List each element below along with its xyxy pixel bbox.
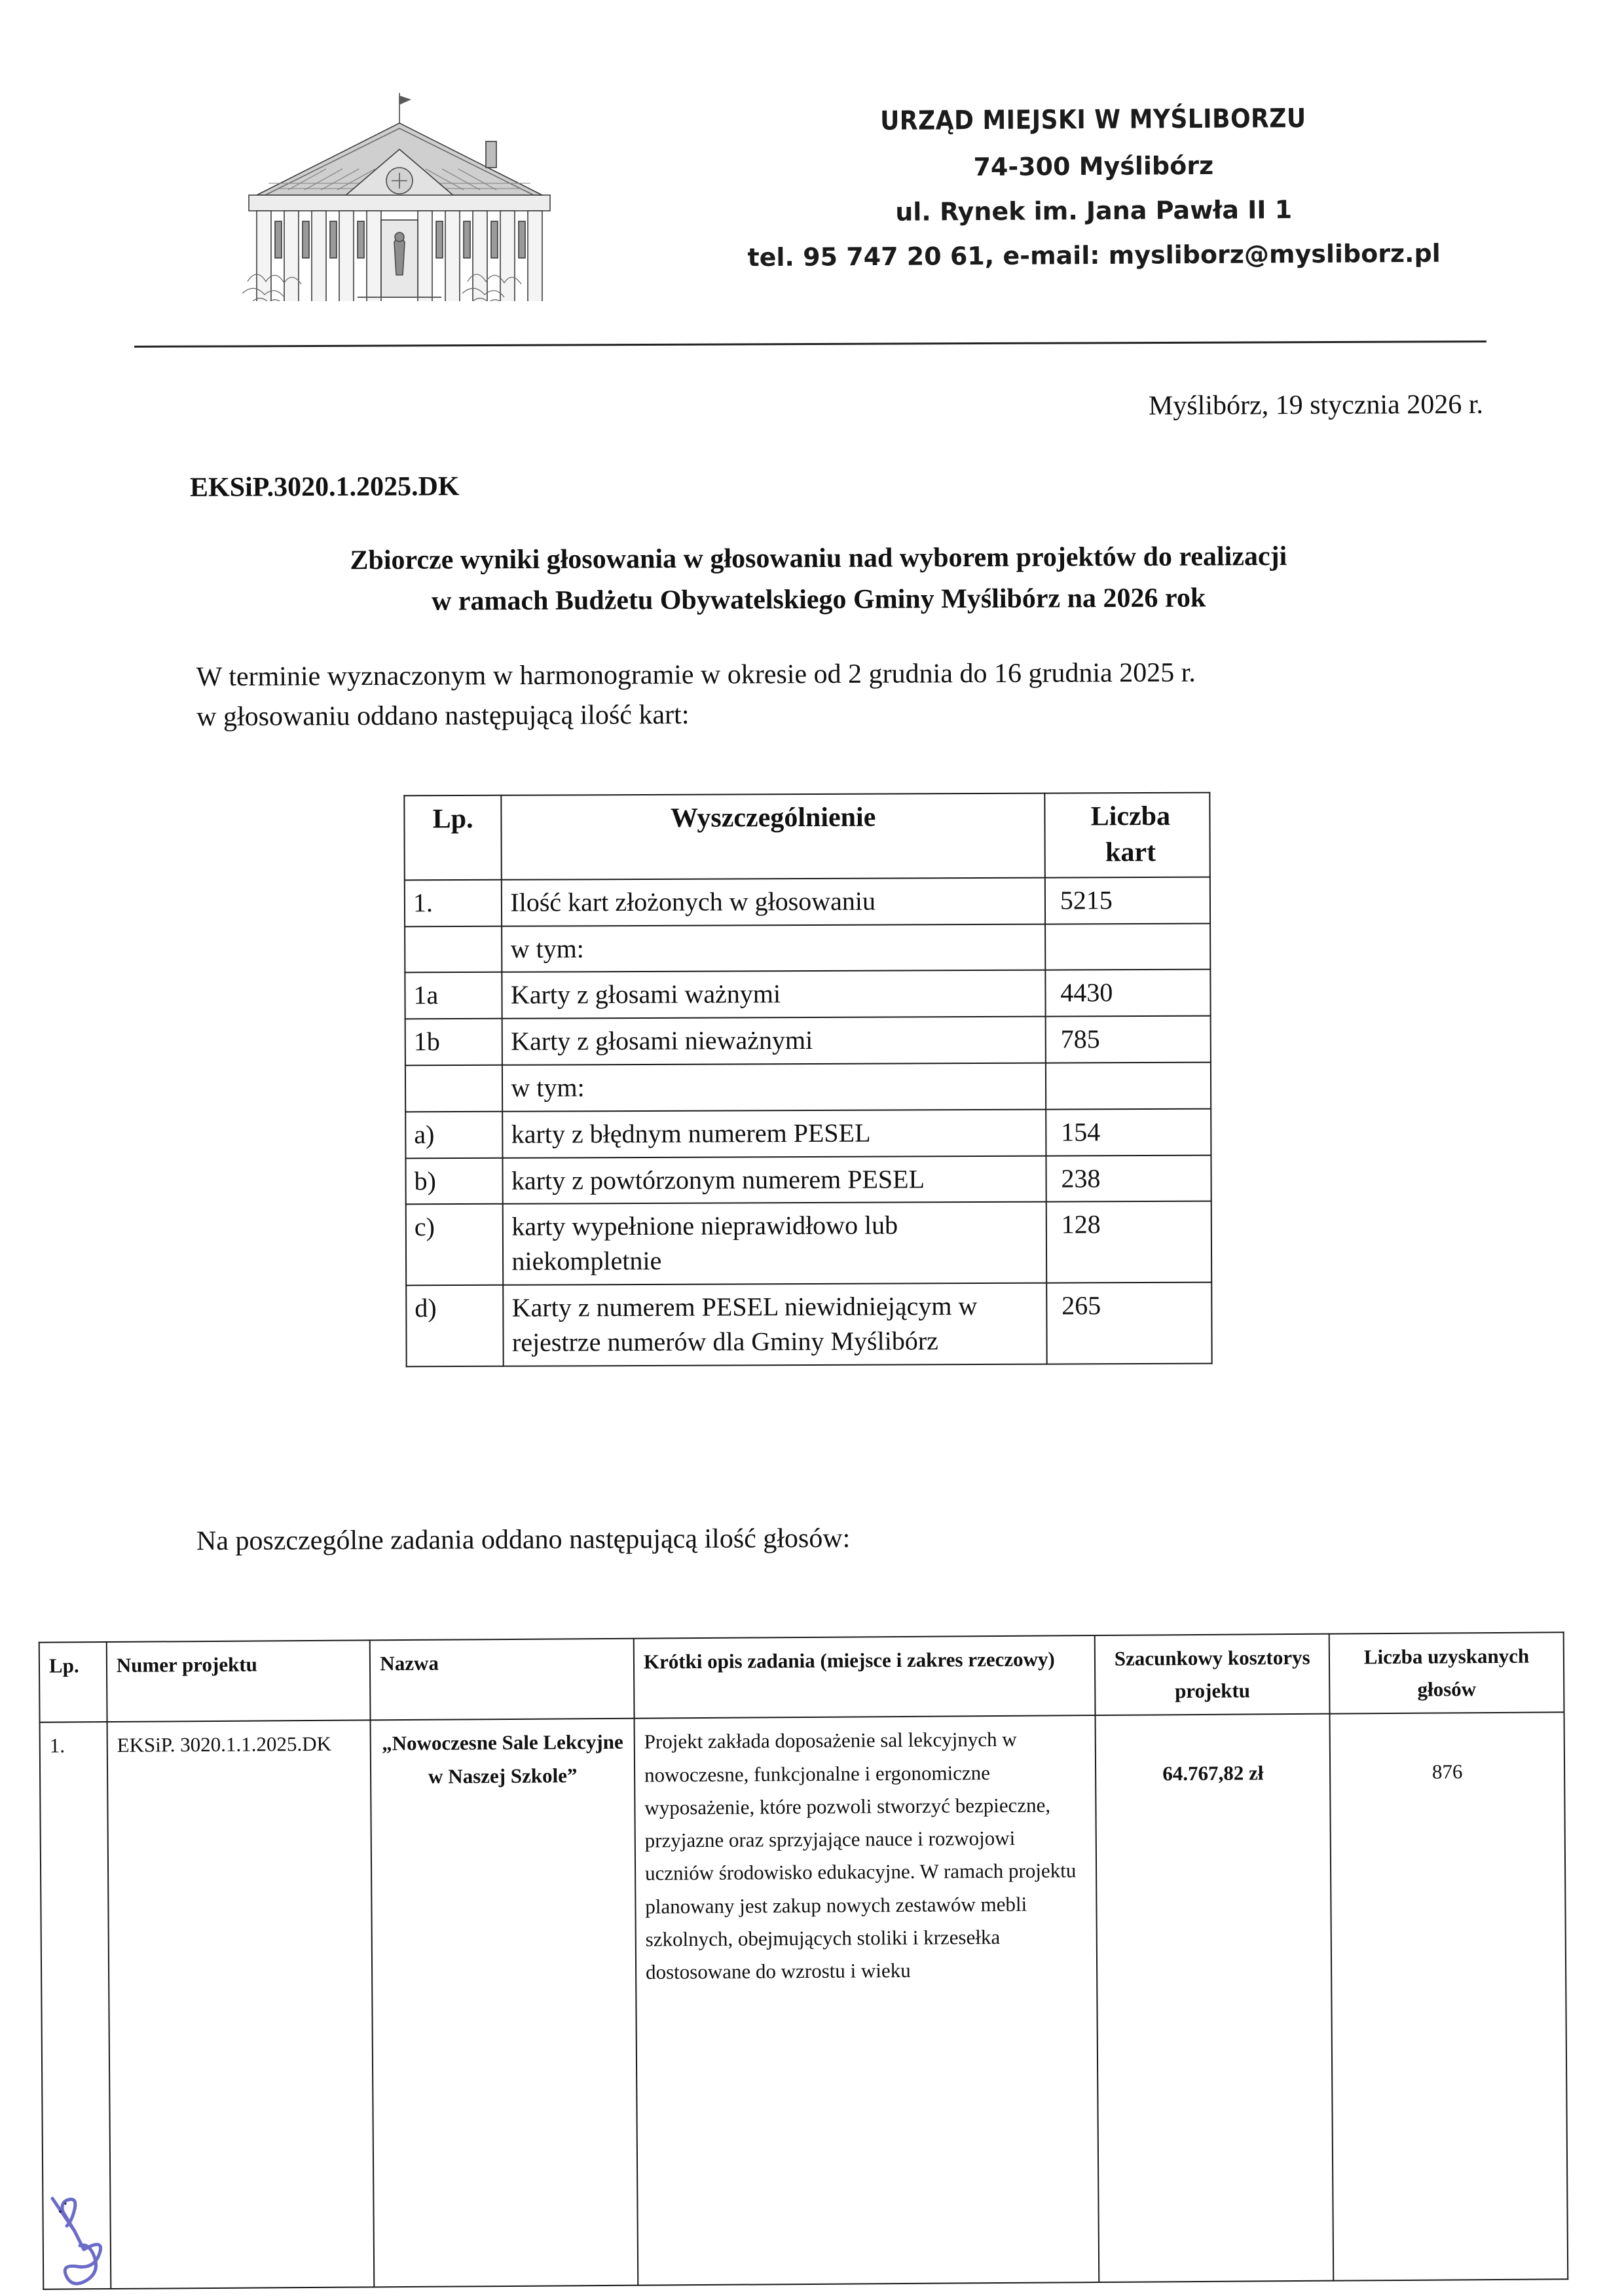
- table-row: [405, 1016, 1211, 1066]
- table-header-row: [404, 793, 1209, 881]
- header-votes: Liczba uzyskanych głosów: [1329, 1632, 1564, 1714]
- header-project-number: Numer projektu: [107, 1640, 371, 1722]
- cell-count: [1045, 923, 1210, 970]
- letterhead: [0, 85, 1624, 301]
- table-row: [405, 1155, 1211, 1205]
- intro-line-2: w głosowaniu oddano następującą ilość kart:: [196, 699, 690, 733]
- header-count: [1044, 793, 1210, 878]
- header-name: Nazwa: [370, 1639, 634, 1721]
- ballot-cards-table: [403, 792, 1212, 1367]
- organization-name: URZĄD MIEJSKI W MYŚLIBORZU: [879, 103, 1306, 136]
- intro-line-1: W terminie wyznaczonym w harmonogramie w okresie od 2 grudnia do 16 grudnia 2025 r.: [196, 657, 1196, 693]
- page-title-line-2: w ramach Budżetu Obywatelskiego Gminy Myślibórz na 2026 rok: [431, 583, 1206, 617]
- intro-paragraph: [196, 652, 1474, 737]
- projects-table: [39, 1631, 1569, 2290]
- cell-lp: b): [405, 1157, 503, 1204]
- cell-description: Ilość kart złożonych w głosowaniu: [502, 877, 1045, 926]
- cell-project-cost: 64.767,82 zł: [1096, 1714, 1334, 2282]
- cell-lp: 1.: [405, 880, 502, 926]
- cell-project-number: EKSiP. 3020.1.1.2025.DK: [107, 1721, 374, 2289]
- document-reference-number: EKSiP.3020.1.2025.DK: [189, 471, 460, 503]
- header-description: Krótki opis zadania (miejsce i zakres rzeczowy): [634, 1635, 1096, 1719]
- cell-count: 128: [1046, 1201, 1212, 1283]
- cell-count: 154: [1046, 1108, 1211, 1156]
- cell-lp: c): [406, 1204, 504, 1285]
- cell-description: karty wypełnione nieprawidłowo lub niekompletnie: [503, 1202, 1046, 1285]
- cell-count: 785: [1046, 1016, 1211, 1063]
- header-divider: [134, 340, 1486, 348]
- cell-count: [1046, 1063, 1211, 1110]
- cell-description: karty z błędnym numerem PESEL: [503, 1109, 1046, 1157]
- cell-lp: a): [405, 1112, 503, 1158]
- table-row: [406, 1201, 1211, 1285]
- table-row: [40, 1713, 1568, 2289]
- page-title-line-1: Zbiorcze wyniki głosowania w głosowaniu nad wyborem projektów do realizacji: [350, 541, 1287, 576]
- header-description: Wyszczególnienie: [502, 793, 1045, 880]
- table-row: [405, 923, 1210, 973]
- organization-postal-code: 74-300 Myślibórz: [973, 151, 1214, 182]
- header-count-line-1: Liczba: [1090, 801, 1171, 832]
- header-count-line-2: kart: [1105, 837, 1156, 868]
- page-title: [196, 536, 1441, 623]
- table-row: [405, 877, 1210, 927]
- organization-address-block: [707, 102, 1481, 272]
- header-lp: Lp.: [404, 795, 502, 880]
- cell-description: w tym:: [502, 1063, 1046, 1112]
- handwritten-initials-signature-icon: [41, 2160, 185, 2296]
- town-hall-building-illustration-icon: [216, 85, 583, 301]
- cell-project-votes: 876: [1330, 1713, 1568, 2281]
- cell-lp: 1.: [40, 1722, 111, 2289]
- cell-lp: 1b: [405, 1019, 503, 1065]
- cell-description: Karty z głosami nieważnymi: [502, 1017, 1046, 1065]
- cell-count: 5215: [1045, 877, 1210, 924]
- table-header-row: [39, 1632, 1564, 1722]
- cell-count: 265: [1046, 1283, 1212, 1364]
- organization-contact: tel. 95 747 20 61, e-mail: mysliborz@mysliborz.pl: [747, 238, 1441, 272]
- cell-project-name: „Nowoczesne Sale Lekcyjne w Naszej Szkole”: [371, 1719, 638, 2287]
- cell-project-description: Projekt zakłada doposażenie sal lekcyjnych w nowoczesne, funkcjonalne i ergonomiczne wyposażenie, które pozwoli stworzyć bezpieczne, przyjazne oraz sprzyjające nauce i rozwojowi uczniów środowisko edukacyjne. W ramach projektu planowany jest zakup nowych zestawów mebli szkolnych, obejmujących stoliki i krzesełka dostosowane do wzrostu i wieku: [634, 1715, 1099, 2286]
- projects-table-container: [39, 1631, 1569, 2290]
- table-row: [405, 1063, 1211, 1112]
- ballot-cards-table-container: [403, 792, 1212, 1367]
- organization-street: ul. Rynek im. Jana Pawła II 1: [895, 195, 1293, 227]
- cell-lp: [405, 926, 502, 972]
- table-row: [405, 1108, 1211, 1158]
- votes-intro-paragraph: Na poszczególne zadania oddano następującą ilość głosów:: [196, 1523, 851, 1557]
- cell-description: w tym:: [502, 924, 1046, 972]
- cell-count: 238: [1046, 1155, 1211, 1202]
- document-date: Myślibórz, 19 stycznia 2026 r.: [1148, 389, 1484, 422]
- cell-lp: 1a: [405, 972, 502, 1019]
- cell-count: 4430: [1045, 970, 1210, 1017]
- cell-lp: d): [406, 1285, 504, 1366]
- cell-description: Karty z numerem PESEL niewidniejącym w rejestrze numerów dla Gminy Myślibórz: [504, 1283, 1047, 1366]
- table-row: [405, 970, 1210, 1019]
- header-cost: Szacunkowy kosztorys projektu: [1095, 1634, 1330, 1716]
- table-row: [406, 1283, 1211, 1366]
- cell-description: karty z powtórzonym numerem PESEL: [503, 1156, 1046, 1204]
- cell-description: Karty z głosami ważnymi: [502, 970, 1046, 1019]
- cell-lp: [405, 1065, 503, 1112]
- header-lp: Lp.: [39, 1642, 107, 1722]
